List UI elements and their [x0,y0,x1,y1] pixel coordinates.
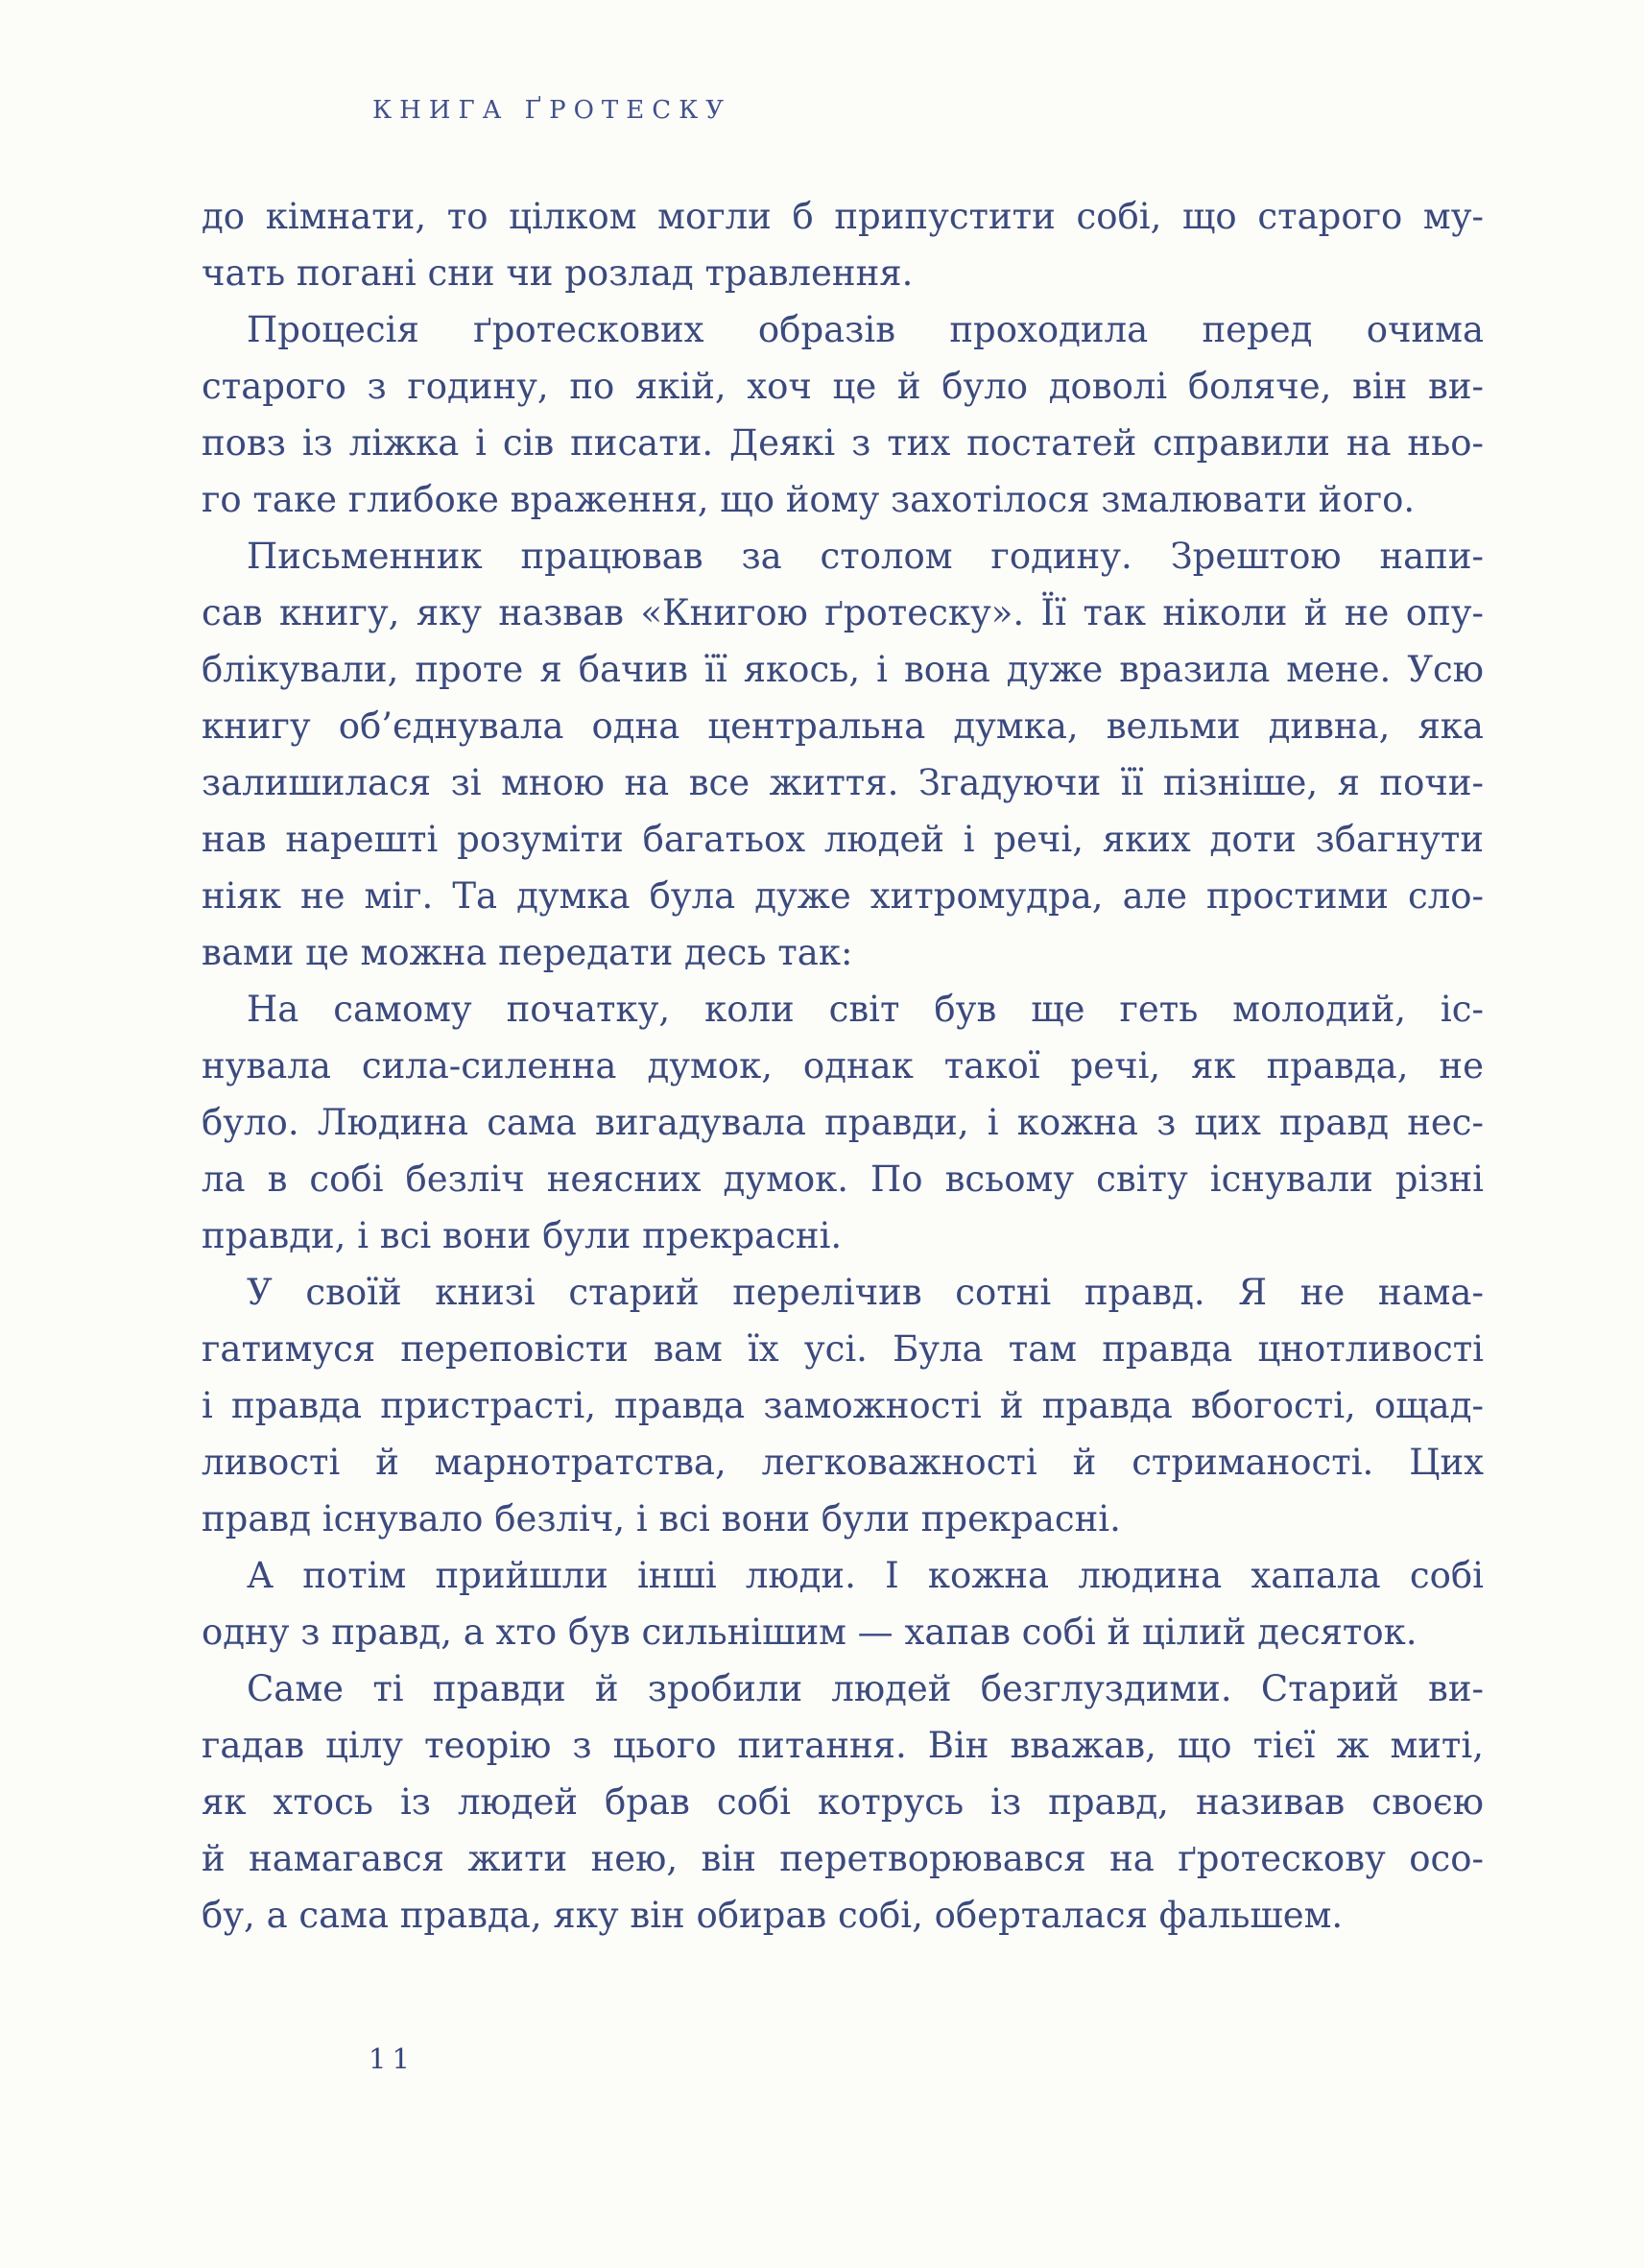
paragraph [202,981,1484,1264]
running-head: КНИГА ҐРОТЕСКУ [372,96,732,125]
page-number: 11 [369,2042,416,2075]
text-line: чать погані сни чи розлад травлення. [202,252,914,294]
paragraph [202,528,1484,981]
text-line: нав нарешті розуміти багатьох людей і речі, яких доти збагнути [202,819,1484,860]
text-line: гатимуся переповісти вам їх усі. Була там правда цнотливості [202,1328,1484,1370]
text-line: було. Людина сама вигадувала правди, і кожна з цих правд нес- [202,1102,1484,1143]
text-line: ла в собі безліч неясних думок. По всьому світу існували різні [202,1158,1484,1200]
text-block [202,188,1484,1944]
text-line: Процесія ґротескових образів проходила перед очима [247,309,1484,350]
paragraph [202,1547,1484,1660]
text-line: сав книгу, яку назвав «Книгою ґротеску». Її так ніколи й не опу- [202,592,1484,633]
text-line: залишилася зі мною на все життя. Згадуючи її пізніше, я почи- [202,762,1484,803]
text-line: правд існувало безліч, і всі вони були прекрасні. [202,1498,1121,1540]
text-line: гадав цілу теорію з цього питання. Він вважав, що тієї ж миті, [202,1725,1484,1766]
text-line: У своїй книзі старий перелічив сотні правд. Я не нама- [247,1272,1484,1313]
text-line: нувала сила-силенна думок, однак такої речі, як правда, не [202,1045,1484,1086]
text-line: ливості й марнотратства, легковажності й стриманості. Цих [202,1442,1484,1483]
text-line: Саме ті правди й зробили людей безглуздими. Старий ви- [247,1668,1484,1709]
paragraph [202,1660,1484,1944]
text-line: й намагався жити нею, він перетворювався на ґротескову осо- [202,1838,1484,1879]
text-line: го таке глибоке враження, що йому захотілося змалювати його. [202,479,1416,520]
paragraph [202,1264,1484,1547]
text-line: старого з годину, по якій, хоч це й було доволі боляче, він ви- [202,366,1484,407]
text-line: А потім прийшли інші люди. І кожна людина хапала собі [247,1555,1484,1596]
text-line: як хтось із людей брав собі котрусь із правд, називав своєю [202,1781,1484,1823]
text-line: блікували, проте я бачив її якось, і вона дуже вразила мене. Усю [202,649,1484,690]
text-line: На самому початку, коли світ був ще геть молодий, іс- [247,989,1484,1030]
paragraph [202,188,1484,301]
text-line: одну з правд, а хто був сильнішим — хапав собі й цілий десяток. [202,1611,1418,1653]
text-line: ніяк не міг. Та думка була дуже хитромудра, але простими сло- [202,875,1484,917]
text-line: повз із ліжка і сів писати. Деякі з тих постатей справили на ньо- [202,422,1484,464]
text-line: до кімнати, то цілком могли б припустити собі, що старого му- [202,196,1484,237]
text-line: Письменник працював за столом годину. Зрештою напи- [247,536,1484,577]
text-line: і правда пристрасті, правда заможності й правда вбогості, ощад- [202,1385,1484,1426]
text-line: бу, а сама правда, яку він обирав собі, оберталася фальшем. [202,1895,1344,1936]
text-line: правди, і всі вони були прекрасні. [202,1215,843,1256]
text-line: книгу об’єднувала одна центральна думка, вельми дивна, яка [202,705,1484,747]
paragraph [202,301,1484,528]
text-line: вами це можна передати десь так: [202,932,853,973]
